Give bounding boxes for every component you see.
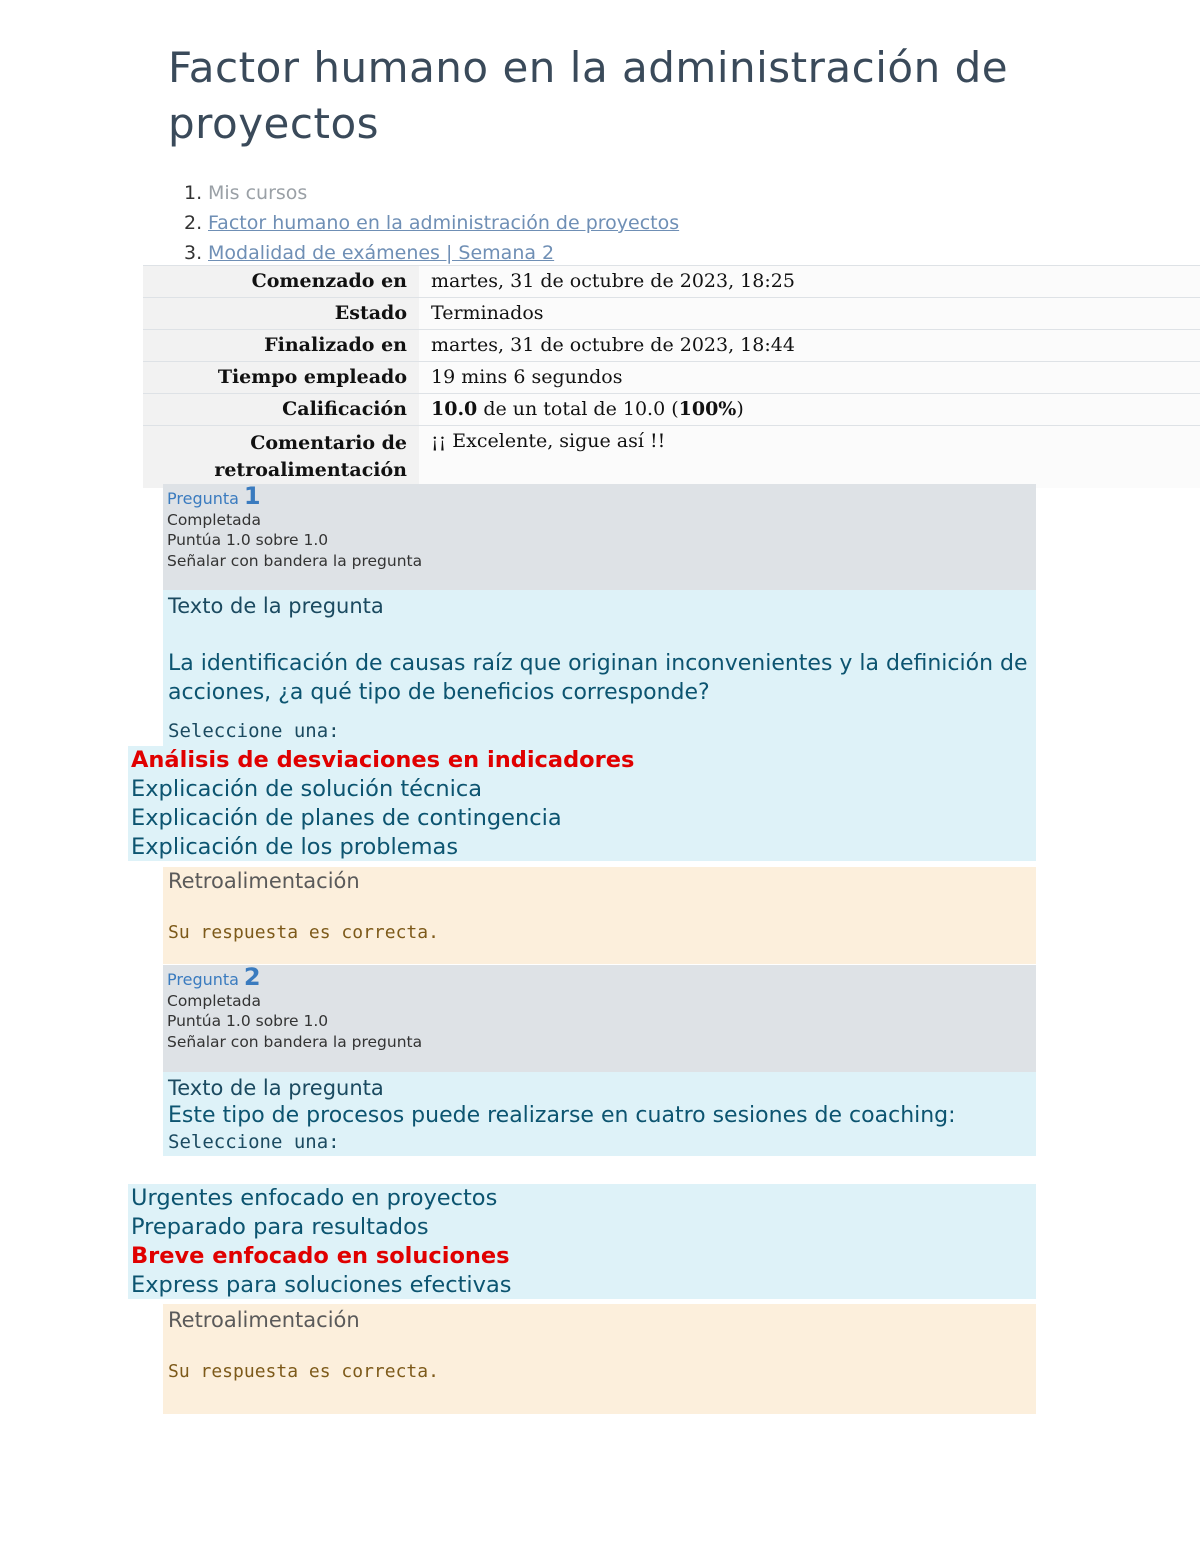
breadcrumb — [184, 178, 680, 268]
question-score: Puntúa 1.0 sobre 1.0 — [167, 1012, 329, 1030]
breadcrumb-item-mis-cursos[interactable]: 1. Mis cursos — [184, 182, 308, 204]
answer-option[interactable]: Preparado para resultados — [131, 1214, 429, 1240]
summary-row-state: Estado Terminados — [143, 298, 1200, 330]
breadcrumb-link-course[interactable]: Factor humano en la administración de proyectos — [208, 212, 680, 234]
question-1-text: Texto de la pregunta La identificación de causas raíz que originan inconvenientes y la definición de acciones, ¿a qué tipo de beneficios corresponde? Seleccione una: — [163, 590, 1036, 746]
question-2-text: Texto de la pregunta Este tipo de procesos puede realizarse en cuatro sesiones de coaching: Seleccione una: — [163, 1072, 1036, 1156]
attempt-summary-table — [143, 265, 1200, 488]
question-1-feedback: Retroalimentación Su respuesta es correcta. — [163, 867, 1036, 964]
question-score: Puntúa 1.0 sobre 1.0 — [167, 531, 329, 549]
page-title: Factor humano en la administración de proyectos — [168, 43, 1009, 148]
grade-value: 10.0 de un total de 10.0 (100%) — [419, 394, 1200, 426]
breadcrumb-link-exam[interactable]: Modalidad de exámenes | Semana 2 — [208, 242, 555, 264]
summary-row-started: Comenzado en martes, 31 de octubre de 2023, 18:25 — [143, 266, 1200, 298]
breadcrumb-item-exam[interactable]: 3. Modalidad de exámenes | Semana 2 — [184, 242, 555, 264]
summary-row-grade: Calificación 10.0 de un total de 10.0 (100%) — [143, 394, 1200, 426]
summary-row-time: Tiempo empleado 19 mins 6 segundos — [143, 362, 1200, 394]
breadcrumb-item-course[interactable]: 2. Factor humano en la administración de proyectos — [184, 212, 680, 234]
answer-option[interactable]: Explicación de solución técnica — [131, 776, 483, 802]
question-prompt: Este tipo de procesos puede realizarse en cuatro sesiones de coaching: — [168, 1103, 956, 1128]
feedback-message: Su respuesta es correcta. — [168, 922, 439, 943]
answer-option-correct[interactable]: Análisis de desviaciones en indicadores — [131, 747, 635, 773]
question-1-info: Pregunta 1 Completada Puntúa 1.0 sobre 1.0 Señalar con bandera la pregunta — [163, 484, 1036, 590]
breadcrumb-label[interactable]: Mis cursos — [208, 182, 308, 204]
answer-option[interactable]: Urgentes enfocado en proyectos — [131, 1185, 498, 1211]
question-number: 2 — [243, 963, 261, 991]
answer-option[interactable]: Explicación de planes de contingencia — [131, 805, 562, 831]
answer-option-correct[interactable]: Breve enfocado en soluciones — [131, 1243, 510, 1269]
feedback-message: Su respuesta es correcta. — [168, 1361, 439, 1382]
question-1-options — [128, 746, 1036, 861]
question-2-options — [128, 1184, 1036, 1299]
question-number: 1 — [243, 482, 261, 510]
answer-option[interactable]: Explicación de los problemas — [131, 834, 459, 860]
summary-row-finished: Finalizado en martes, 31 de octubre de 2023, 18:44 — [143, 330, 1200, 362]
question-prompt: La identificación de causas raíz que originan inconvenientes y la definición de acciones, ¿a qué tipo de beneficios corresponde? — [168, 651, 1028, 705]
answer-option[interactable]: Express para soluciones efectivas — [131, 1272, 512, 1298]
question-status: Completada — [167, 991, 261, 1010]
question-2-info: Pregunta 2 Completada Puntúa 1.0 sobre 1.0 Señalar con bandera la pregunta — [163, 965, 1036, 1072]
flag-question-link[interactable]: Señalar con bandera la pregunta — [167, 551, 423, 570]
question-status: Completada — [167, 510, 261, 529]
question-2-feedback: Retroalimentación Su respuesta es correcta. — [163, 1304, 1036, 1414]
flag-question-link[interactable]: Señalar con bandera la pregunta — [167, 1032, 423, 1051]
summary-row-comment: Comentario de retroalimentación ¡¡ Excelente, sigue así !! — [143, 426, 1200, 489]
